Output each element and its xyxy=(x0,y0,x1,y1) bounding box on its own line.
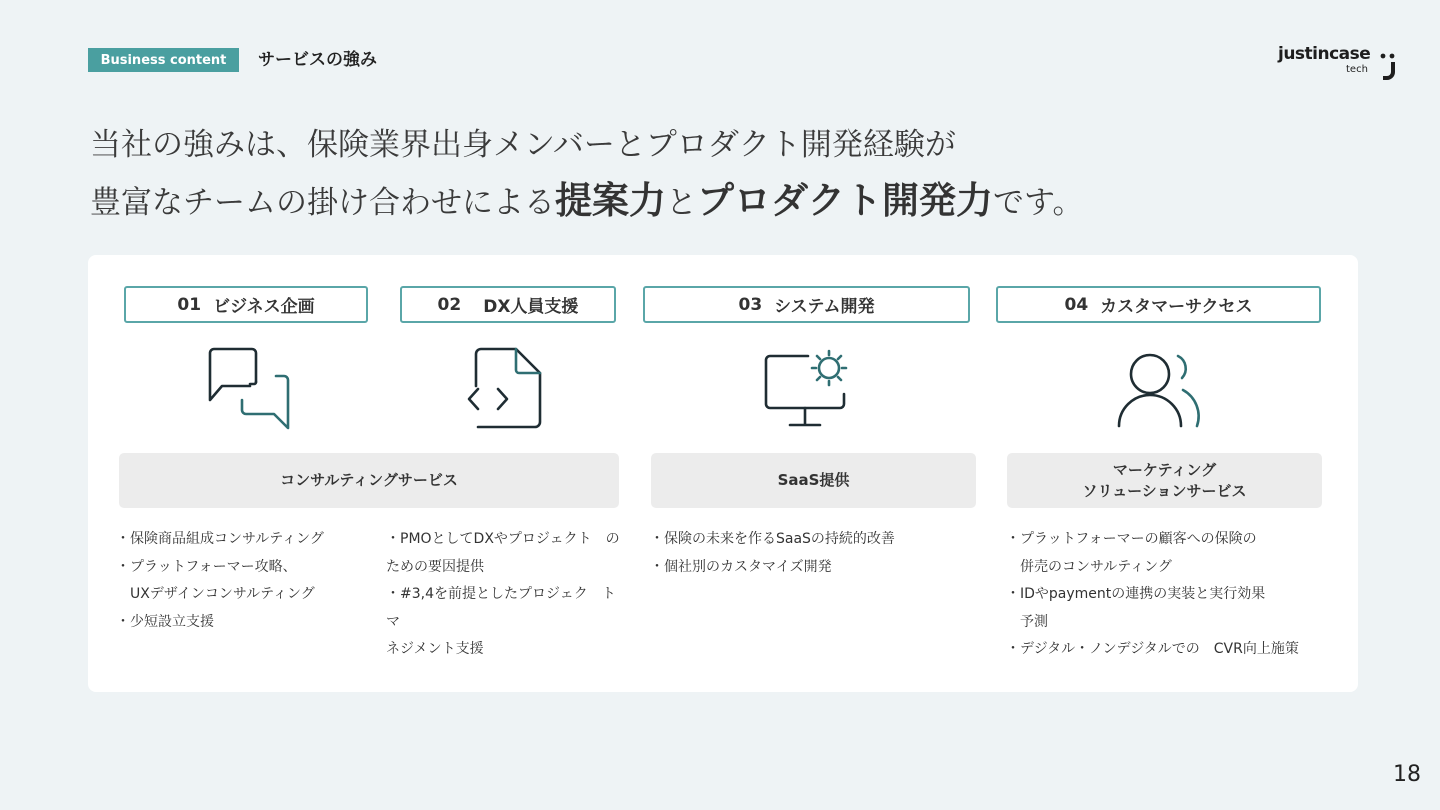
headline-emphasis: 提案力 xyxy=(555,179,666,222)
logo-text: justincase xyxy=(1278,44,1371,64)
category-label: カスタマーサクセス xyxy=(1100,297,1253,317)
list-item: ・保険商品組成コンサルティング xyxy=(116,531,324,547)
service-box-consulting: コンサルティングサービス xyxy=(119,453,619,508)
logo-subtext: tech xyxy=(1346,64,1368,75)
users-icon xyxy=(1114,350,1204,430)
list-item: ・少短設立支援 xyxy=(116,613,214,630)
marketing-list xyxy=(1006,526,1336,664)
list-item: ・保険の未来を作るSaaSの持続的改善 xyxy=(650,531,895,547)
list-item: ・#3,4を前提としたプロジェク トマ ネジメント支援 xyxy=(386,586,616,657)
headline-text: と xyxy=(666,185,697,221)
service-box-saas: SaaS提供 xyxy=(651,453,976,508)
headline-text: です。 xyxy=(993,185,1084,221)
consulting-list-b xyxy=(386,526,626,664)
headline-text: 豊富なチームの掛け合わせによる xyxy=(90,185,555,221)
list-item: ・IDやpaymentの連携の実装と実行効果 予測 xyxy=(1006,586,1266,630)
section-title: サービスの強み xyxy=(258,50,377,70)
headline xyxy=(90,118,1084,231)
saas-list xyxy=(650,526,980,581)
headline-emphasis: プロダクト開発力 xyxy=(697,179,993,222)
section-tag: Business content xyxy=(88,48,239,72)
category-number: 02 xyxy=(437,294,462,315)
list-item: ・プラットフォーマー攻略、 UXデザインコンサルティング xyxy=(116,558,315,602)
service-box-marketing: マーケティング ソリューションサービス xyxy=(1007,453,1322,508)
code-file-icon xyxy=(464,346,544,432)
headline-line-2 xyxy=(90,173,1084,231)
category-label: システム開発 xyxy=(774,297,875,317)
category-pill-system xyxy=(643,286,970,323)
list-item: ・プラットフォーマーの顧客への保険の 併売のコンサルティング xyxy=(1006,531,1257,575)
chat-bubbles-icon xyxy=(204,346,292,432)
category-pill-business xyxy=(124,286,368,323)
monitor-gear-icon xyxy=(760,346,852,430)
category-label: DX人員支援 xyxy=(483,297,579,317)
category-pill-dx xyxy=(400,286,616,323)
category-number: 03 xyxy=(738,294,763,315)
logo-mark-icon xyxy=(1380,48,1396,80)
category-label: ビジネス企画 xyxy=(213,297,315,317)
list-item: ・個社別のカスタマイズ開発 xyxy=(650,558,832,575)
list-item: ・PMOとしてDXやプロジェクト の ための要因提供 xyxy=(386,531,620,575)
category-number: 01 xyxy=(177,294,202,315)
category-pill-customer xyxy=(996,286,1321,323)
consulting-list-a xyxy=(116,526,376,636)
category-number: 04 xyxy=(1064,294,1089,315)
company-logo xyxy=(1276,44,1396,80)
page-number: 18 xyxy=(1393,762,1421,787)
list-item: ・デジタル・ノンデジタルでの CVR向上施策 xyxy=(1006,641,1299,657)
headline-line-1: 当社の強みは、保険業界出身メンバーとプロダクト開発経験が xyxy=(90,127,956,163)
